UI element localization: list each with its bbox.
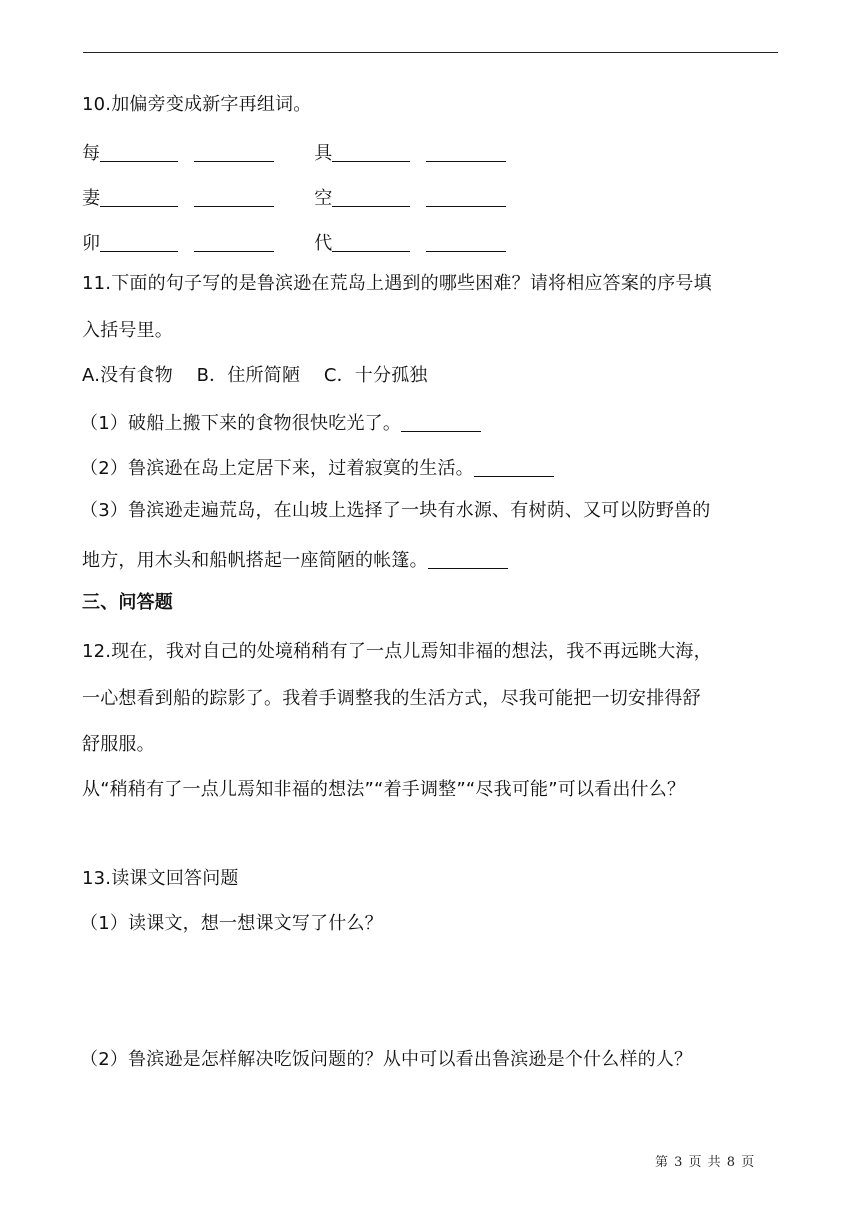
page-number: 第 3 页 共 8 页 — [655, 1155, 756, 1170]
answer-blank[interactable] — [100, 231, 178, 252]
answer-blank[interactable] — [401, 411, 481, 432]
q12-passage-line-3: 舒服服。 — [82, 734, 155, 755]
q11-item-1: （1）破船上搬下来的食物很快吃光了。 — [80, 408, 481, 437]
q12-question: 从“稍稍有了一点儿焉知非福的想法”“着手调整”“尽我可能”可以看出什么？ — [82, 779, 686, 800]
answer-blank[interactable] — [100, 186, 178, 207]
q12-passage-line-2: 一心想看到船的踪影了。我着手调整我的生活方式，尽我可能把一切安排得舒 — [82, 688, 701, 709]
section-heading: 三、问答题 — [82, 592, 173, 613]
q10-row-3 — [82, 228, 506, 257]
answer-blank[interactable] — [194, 231, 274, 252]
header-rule — [83, 52, 778, 53]
q10-char-b: 具 — [314, 143, 333, 164]
q11-stem-line-1: 11.下面的句子写的是鲁滨逊在荒岛上遇到的哪些困难？请将相应答案的序号填 — [82, 273, 712, 294]
answer-blank[interactable] — [474, 456, 554, 477]
q11-options: A.没有食物 B．住所简陋 C．十分孤独 — [82, 365, 428, 386]
answer-blank[interactable] — [426, 231, 506, 252]
q13-sub-2: （2）鲁滨逊是怎样解决吃饭问题的？从中可以看出鲁滨逊是个什么样的人？ — [80, 1049, 693, 1070]
q13-sub-1: （1）读课文，想一想课文写了什么？ — [80, 913, 383, 934]
answer-blank[interactable] — [100, 141, 178, 162]
q12-passage-line-1: 12.现在，我对自己的处境稍稍有了一点儿焉知非福的想法，我不再远眺大海， — [82, 641, 712, 662]
q13-title: 13.读课文回答问题 — [82, 868, 239, 889]
answer-blank[interactable] — [332, 231, 410, 252]
q10-row-2 — [82, 183, 506, 212]
answer-blank[interactable] — [426, 186, 506, 207]
answer-blank[interactable] — [194, 141, 274, 162]
answer-blank[interactable] — [426, 141, 506, 162]
answer-blank[interactable] — [194, 186, 274, 207]
q10-char-b: 代 — [314, 233, 333, 254]
q10-char-b: 空 — [314, 188, 333, 209]
answer-blank[interactable] — [332, 141, 410, 162]
q11-item-2: （2）鲁滨逊在岛上定居下来，过着寂寞的生活。 — [80, 453, 554, 482]
q10-char-a: 妻 — [82, 188, 101, 209]
answer-blank[interactable] — [428, 548, 508, 569]
q11-stem-line-2: 入括号里。 — [82, 320, 173, 341]
answer-blank[interactable] — [332, 186, 410, 207]
q10-row-1 — [82, 138, 506, 167]
q10-title: 10.加偏旁变成新字再组词。 — [82, 94, 312, 115]
q11-item-3-line-1: （3）鲁滨逊走遍荒岛，在山坡上选择了一块有水源、有树荫、又可以防野兽的 — [80, 500, 711, 521]
q10-char-a: 卯 — [82, 233, 101, 254]
q11-item-3-line-2: 地方，用木头和船帆搭起一座简陋的帐篷。 — [82, 545, 508, 574]
q10-char-a: 每 — [82, 143, 101, 164]
